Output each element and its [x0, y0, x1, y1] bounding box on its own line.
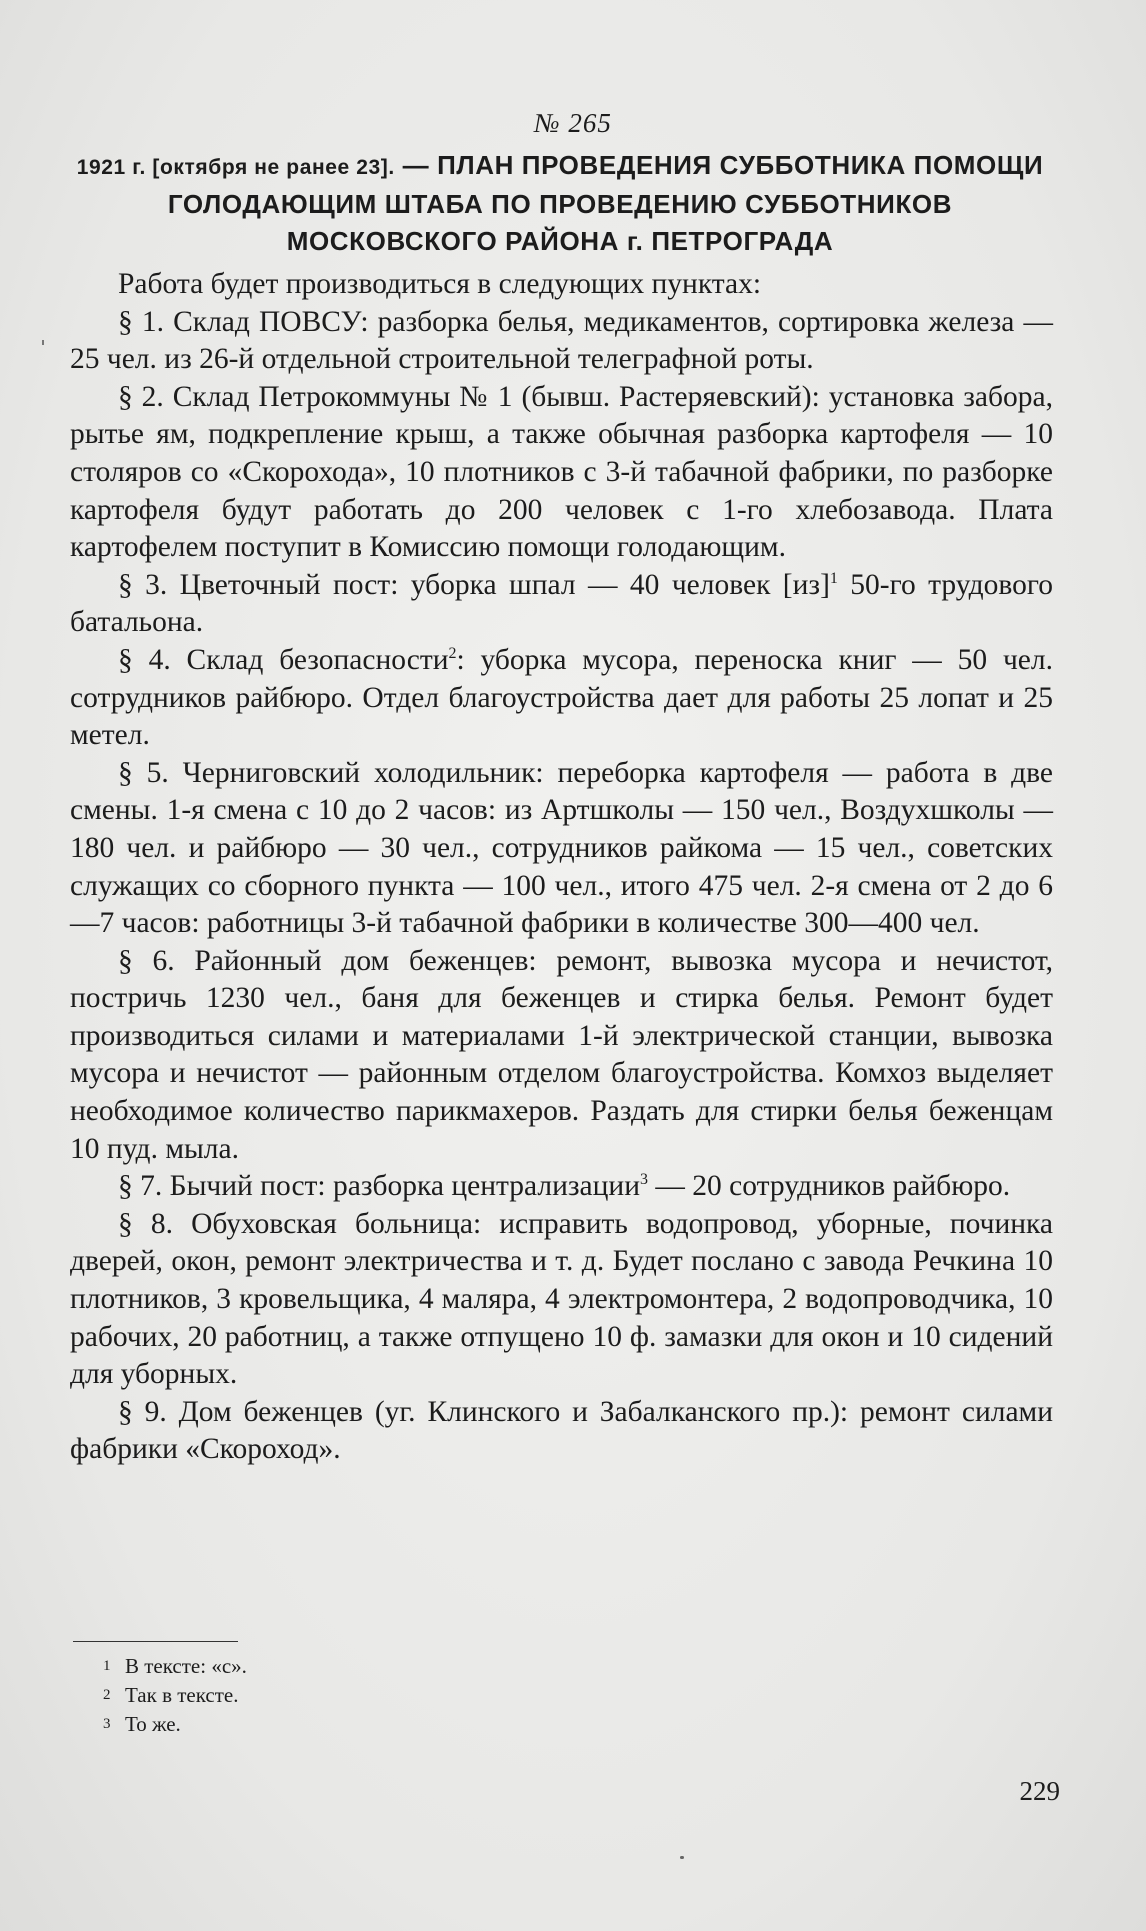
- paragraph-text: § 7. Бычий пост: разборка централизации: [118, 1170, 640, 1203]
- page-number: 229: [1019, 1776, 1060, 1806]
- paragraph-section-2: [70, 379, 1053, 567]
- footnote-item: [103, 1710, 803, 1739]
- paragraph-text: § 1. Склад ПОВСУ: разборка белья, медикаментов, сортировка железа — 25 чел. из 26-й отдельной строительной телеграфной роты.: [70, 305, 1053, 376]
- footnote-reference: 3: [640, 1171, 648, 1189]
- footnote-text: То же.: [125, 1712, 181, 1736]
- document-body: [70, 266, 1053, 1469]
- document-number: № 265: [534, 108, 612, 138]
- paragraph-section-5: [70, 755, 1053, 943]
- footnote-number: 1: [103, 1658, 111, 1674]
- footnote-item: [103, 1652, 803, 1681]
- paragraph-text: § 8. Обуховская больница: исправить водопровод, уборные, починка дверей, окон, ремонт электричества и т. д. Будет послано с завода Речкина 10 плотников, 3 кровельщика, 4 маляра, 4 электромонтера, 2 водопроводчика, 10 рабочих, 20 работниц, а также отпущено 10 ф. замазки для окон и 10 сидений для уборных.: [70, 1207, 1053, 1391]
- print-speck: [680, 1856, 684, 1859]
- margin-mark: [42, 340, 44, 345]
- paragraph-section-1: [70, 304, 1053, 379]
- paragraph-section-6: [70, 943, 1053, 1169]
- paragraph-text: § 4. Склад безопасности: [118, 643, 449, 676]
- footnote-reference: 1: [829, 569, 838, 587]
- paragraph-text: § 6. Районный дом беженцев: ремонт, вывозка мусора и нечистот, постричь 1230 чел., баня для беженцев и стирка белья. Ремонт будет производиться силами и материалами 1-й электрической станции, вывозка мусора и нечистот — районным отделом благоустройства. Комхоз выделяет необходимое количество парикмахеров. Раздать для стирки белья беженцам 10 пуд. мыла.: [70, 944, 1053, 1165]
- paragraph-text: 50-го трудового батальона.: [70, 568, 1053, 639]
- footnote-number: 3: [103, 1716, 111, 1732]
- footnote-reference: 2: [448, 645, 457, 663]
- paragraph-text: — 20 сотрудников райбюро.: [648, 1170, 1011, 1203]
- footnote-divider: [73, 1641, 238, 1642]
- paragraph-text: § 9. Дом беженцев (уг. Клинского и Забалканского пр.): ремонт силами фабрики «Скороход».: [70, 1395, 1053, 1466]
- paragraph-section-9: [70, 1394, 1053, 1469]
- paragraph-section-3: [70, 567, 1053, 642]
- heading-title: — ПЛАН ПРОВЕДЕНИЯ СУББОТНИКА ПОМОЩИ ГОЛОДАЮЩИМ ШТАБА ПО ПРОВЕДЕНИЮ СУББОТНИКОВ МОСКОВСКОГО РАЙОНА г. ПЕТРОГРАДА: [167, 150, 1044, 256]
- footnote-text: В тексте: «с».: [125, 1654, 247, 1678]
- paragraph-text: Работа будет производиться в следующих пунктах:: [118, 268, 762, 300]
- paragraph-section-4: [70, 642, 1053, 755]
- paragraph-section-8: [70, 1206, 1053, 1394]
- heading-date: 1921 г. [октября не ранее 23].: [76, 156, 395, 179]
- footnote-number: 2: [103, 1687, 111, 1703]
- document-heading: [70, 147, 1050, 260]
- footnotes: [103, 1652, 803, 1739]
- footnote-item: [103, 1681, 803, 1710]
- paragraph-section-7: [70, 1168, 1053, 1206]
- paragraph-text: § 5. Черниговский холодильник: переборка картофеля — работа в две смены. 1-я смена с 10 до 2 часов: из Артшколы — 150 чел., Воздухшколы — 180 чел. и райбюро — 30 чел., сотрудников райкома — 15 чел., советских служащих со сборного пункта — 100 чел., итого 475 чел. 2-я смена от 2 до 6—7 часов: работницы 3-й табачной фабрики в количестве 300—400 чел.: [70, 756, 1053, 940]
- paragraph-text: § 3. Цветочный пост: уборка шпал — 40 человек [из]: [118, 568, 830, 601]
- paragraph-text: § 2. Склад Петрокоммуны № 1 (бывш. Растеряевский): установка забора, рытье ям, подкрепление крыш, а также обычная разборка картофеля — 10 столяров со «Скорохода», 10 плотников с 3-й табачной фабрики, по разборке картофеля будут работать до 200 человек с 1-го хлебозавода. Плата картофелем поступит в Комиссию помощи голодающим.: [70, 380, 1053, 564]
- paragraph-text: : уборка мусора, переноска книг — 50 чел. сотрудников райбюро. Отдел благоустройства дает для работы 25 лопат и 25 метел.: [70, 643, 1053, 752]
- footnote-text: Так в тексте.: [125, 1683, 239, 1707]
- paragraph-intro: [70, 266, 1053, 304]
